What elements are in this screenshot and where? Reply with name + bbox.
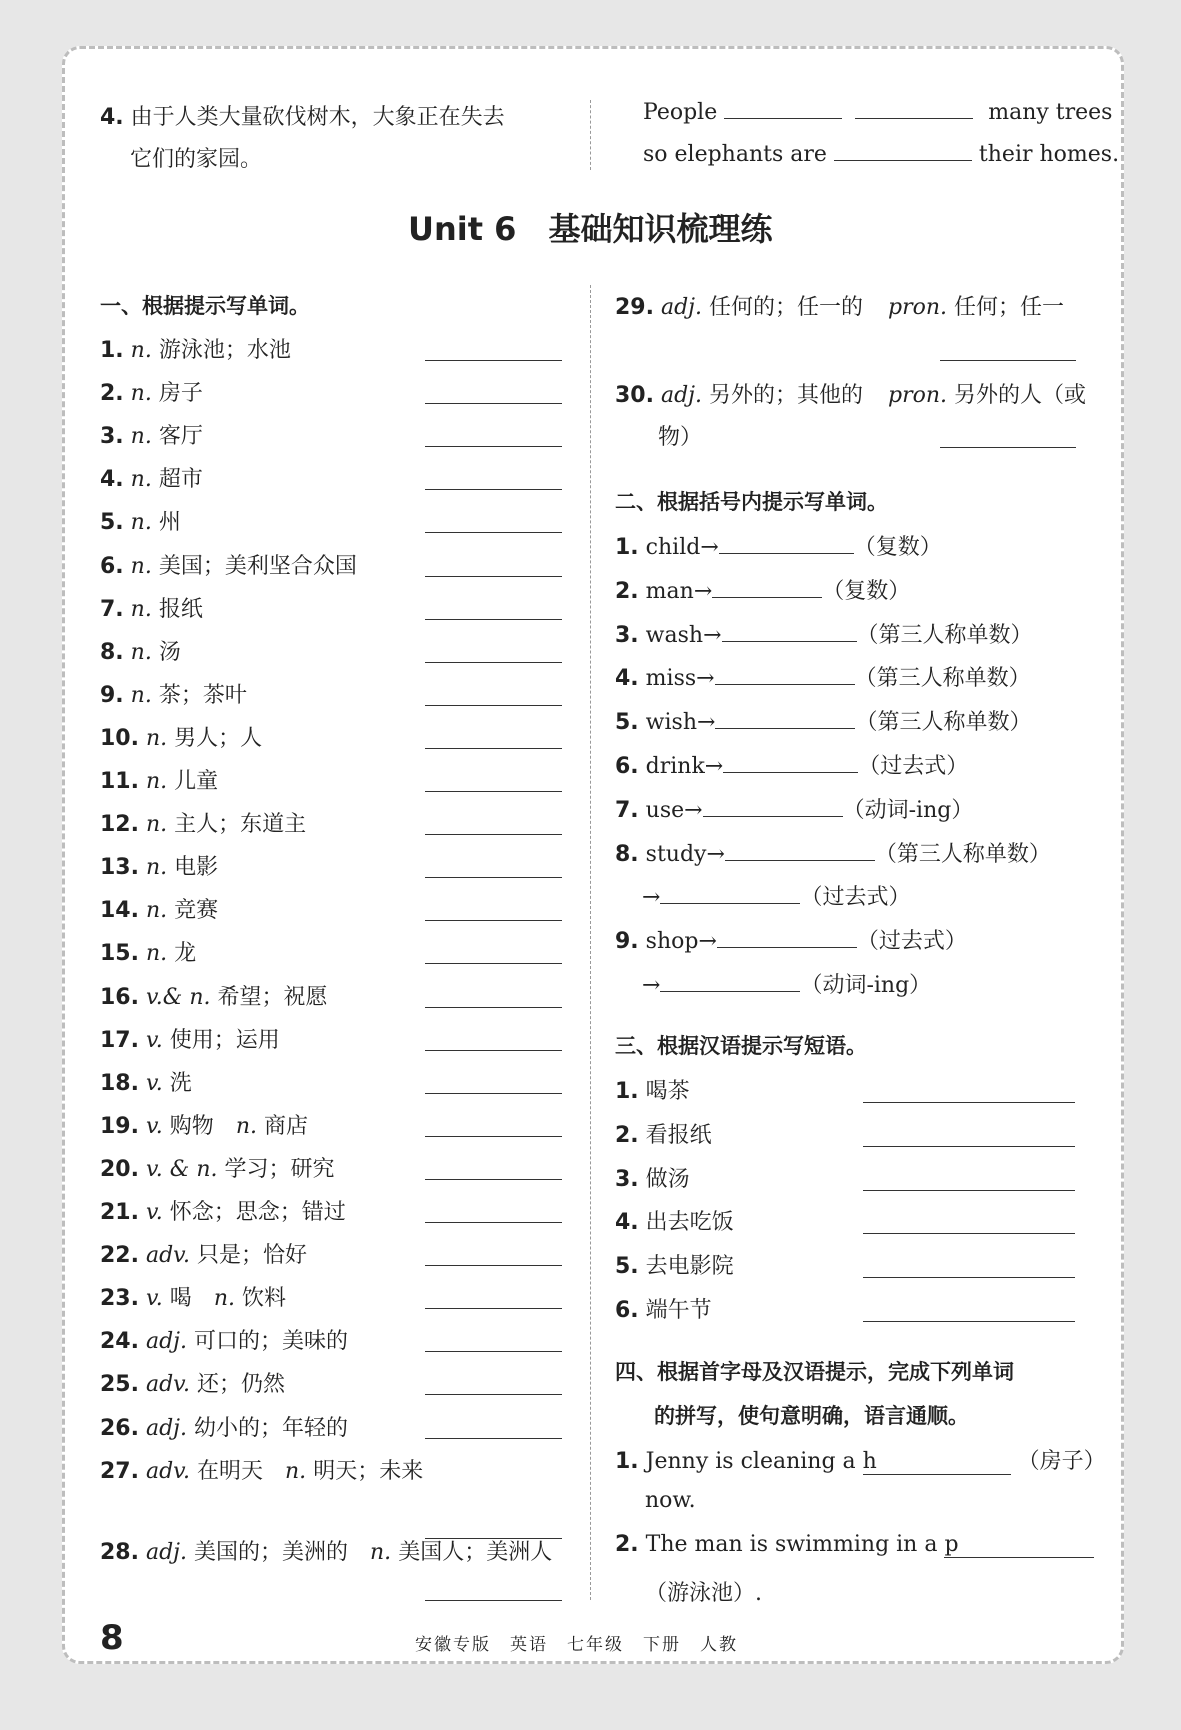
part-of-speech: v. & n.: [145, 1156, 218, 1182]
item-number: 6.: [615, 1298, 639, 1323]
part-of-speech: adj.: [145, 1329, 187, 1355]
chinese-meaning: 还；仍然: [197, 1372, 286, 1398]
answer-blank[interactable]: [715, 683, 855, 685]
answer-blank[interactable]: [660, 990, 800, 992]
base-word: study→: [645, 841, 725, 867]
part-of-speech: n.: [145, 812, 168, 838]
section1-item: [100, 850, 218, 881]
answer-blank[interactable]: [834, 159, 972, 161]
base-word: child→: [645, 535, 719, 560]
part-of-speech: n.: [130, 682, 152, 708]
item-number: 21.: [100, 1200, 139, 1225]
chinese-meaning: 美国的；美洲的: [194, 1540, 349, 1565]
section4-heading-line2: 的拼写，使句意明确，语言通顺。: [654, 1404, 969, 1428]
section2-item: [615, 574, 910, 605]
item-number: 22.: [100, 1243, 139, 1269]
answer-blank[interactable]: p: [944, 1532, 1094, 1558]
answer-blank[interactable]: [725, 859, 875, 861]
section1-item: [100, 1535, 552, 1566]
answer-blank[interactable]: [425, 1600, 562, 1601]
section3-item: [615, 1249, 734, 1280]
answer-blank[interactable]: [724, 117, 842, 119]
chinese-meaning: 男人；人: [174, 725, 263, 751]
part-of-speech: v.& n.: [145, 984, 211, 1010]
chinese-phrase: 出去吃饭: [645, 1210, 734, 1236]
section1-item: [100, 1195, 346, 1226]
part-of-speech: n.: [145, 898, 168, 924]
chinese-meaning: 幼小的；年轻的: [194, 1415, 349, 1441]
top-divider: [590, 100, 591, 170]
section1-item: [100, 1023, 280, 1054]
item-number: 10.: [100, 725, 139, 751]
item-number: 2.: [615, 1122, 639, 1148]
form-hint: （动词-ing）: [842, 797, 974, 823]
section1-heading: 一、根据提示写单词。: [100, 294, 310, 318]
chinese-meaning: 只是；恰好: [197, 1243, 308, 1269]
answer-blank[interactable]: [425, 360, 562, 361]
answer-blank[interactable]: [940, 447, 1076, 448]
answer-blank[interactable]: [703, 815, 843, 817]
item-number: 4.: [615, 666, 639, 692]
item-number: 7.: [100, 596, 124, 622]
part-of-speech: n.: [145, 725, 168, 751]
part-of-speech: n.: [130, 639, 152, 665]
part-of-speech: n.: [130, 467, 152, 493]
base-word: →: [642, 885, 661, 911]
part-of-speech: adv.: [145, 1372, 190, 1398]
answer-blank[interactable]: [425, 662, 562, 663]
item-number: 23.: [100, 1286, 139, 1312]
section1-item: [100, 807, 306, 838]
item-number: 28.: [100, 1540, 139, 1565]
part-of-speech: n.: [285, 1458, 307, 1484]
section3-item: [615, 1205, 734, 1236]
part-of-speech: n.: [370, 1540, 392, 1565]
item-number: 5.: [615, 1254, 639, 1280]
answer-blank[interactable]: [425, 1222, 562, 1223]
form-hint: （复数）: [822, 578, 911, 604]
chinese-meaning: 客厅: [158, 424, 203, 450]
answer-blank[interactable]: [425, 1179, 562, 1180]
item-number: 9.: [100, 682, 124, 708]
answer-blank[interactable]: [863, 1190, 1075, 1191]
answer-blank[interactable]: [425, 1438, 562, 1439]
section1-item-29: 29. adj. 任何的；任一的 pron. 任何；任一: [615, 295, 1065, 320]
item-number: 4.: [100, 467, 124, 493]
answer-blank[interactable]: [425, 963, 562, 964]
chinese-meaning: 洗: [169, 1070, 192, 1096]
section1-item: [100, 1238, 307, 1269]
answer-blank[interactable]: [863, 1277, 1075, 1278]
question-text-line2: 它们的家园。: [130, 147, 263, 172]
chinese-meaning: 可口的；美味的: [194, 1329, 349, 1355]
part-of-speech: n.: [235, 1113, 257, 1139]
answer-blank[interactable]: [717, 946, 857, 948]
answer-blank[interactable]: [425, 532, 562, 533]
base-word: miss→: [645, 666, 715, 692]
answer-blank[interactable]: [723, 771, 858, 773]
section1-item: [100, 1281, 286, 1312]
part-of-speech: n.: [130, 424, 152, 450]
form-hint: （动词-ing）: [800, 973, 932, 998]
answer-blank[interactable]: [425, 877, 562, 878]
word-many-trees: many trees: [988, 100, 1113, 125]
top-question: [100, 100, 505, 131]
base-word: wish→: [645, 710, 716, 736]
item-number: 19.: [100, 1113, 139, 1139]
chinese-meaning: 使用；运用: [169, 1027, 280, 1053]
part-of-speech: n.: [145, 941, 168, 967]
part-of-speech: v.: [145, 1027, 163, 1053]
chinese-meaning: 竞赛: [174, 898, 219, 924]
page-number: 8: [100, 1618, 124, 1658]
item-number: 3.: [615, 622, 639, 648]
section1-item: [100, 1367, 285, 1398]
item-number: 9.: [615, 929, 639, 955]
item-number: 14.: [100, 898, 139, 924]
section2-item: [615, 749, 968, 780]
form-hint: （第三人称单数）: [854, 666, 1031, 692]
section2-item: [615, 618, 1033, 649]
part-of-speech: n.: [130, 338, 152, 363]
item-number: 15.: [100, 941, 139, 967]
item-number: 1.: [615, 535, 639, 560]
base-word: drink→: [645, 754, 724, 779]
part-of-speech: v.: [145, 1200, 163, 1225]
item-number: 26.: [100, 1415, 139, 1441]
item-number: 2.: [100, 381, 124, 407]
item-number: 8.: [100, 639, 124, 665]
section3-item: [615, 1162, 690, 1193]
form-hint: （第三人称单数）: [874, 841, 1051, 867]
chinese-phrase: 端午节: [645, 1298, 712, 1323]
item-number: 16.: [100, 984, 139, 1010]
section3-heading: 三、根据汉语提示写短语。: [615, 1034, 867, 1058]
answer-blank[interactable]: [863, 1146, 1075, 1147]
section1-item: [100, 462, 203, 493]
part-of-speech: n.: [213, 1286, 235, 1312]
section1-item: [100, 678, 247, 709]
top-english-line1: [643, 100, 1112, 125]
answer-blank[interactable]: [425, 748, 562, 749]
word-people: People: [643, 100, 718, 125]
chinese-phrase: 看报纸: [645, 1122, 712, 1148]
answer-blank[interactable]: [715, 727, 855, 729]
answer-blank[interactable]: [425, 705, 562, 706]
section2-heading: 二、根据括号内提示写单词。: [615, 490, 888, 514]
base-word: →: [642, 973, 661, 998]
item-number: 4.: [615, 1210, 639, 1236]
section2-item: [615, 793, 973, 824]
answer-blank[interactable]: [425, 489, 562, 490]
chinese-meaning: 学习；研究: [224, 1156, 335, 1182]
section1-item: [100, 980, 328, 1011]
part-of-speech: n.: [130, 553, 152, 579]
part-of-speech: n.: [145, 855, 168, 881]
answer-blank[interactable]: [425, 791, 562, 792]
chinese-meaning: 美国人；美洲人: [398, 1540, 553, 1565]
section3-item: [615, 1293, 712, 1324]
question-number: 4.: [100, 105, 124, 130]
column-divider: [590, 285, 591, 1600]
answer-blank[interactable]: [425, 1265, 562, 1266]
section1-item: [100, 1454, 423, 1485]
base-word: man→: [645, 578, 713, 604]
question-text: 由于人类大量砍伐树木，大象正在失去: [130, 105, 505, 130]
item-number: 20.: [100, 1156, 139, 1182]
answer-blank[interactable]: [855, 117, 973, 119]
answer-blank[interactable]: [863, 1321, 1075, 1322]
section3-item: [615, 1118, 712, 1149]
chinese-meaning: 报纸: [158, 596, 203, 622]
word-so-elephants: so elephants are: [643, 142, 827, 167]
item-number: 1.: [615, 1079, 639, 1104]
section4-heading-line1: 四、根据首字母及汉语提示，完成下列单词: [615, 1360, 1014, 1384]
part-of-speech: adj.: [145, 1540, 187, 1565]
part-of-speech: adj.: [145, 1415, 187, 1441]
chinese-phrase: 喝茶: [645, 1079, 690, 1104]
section1-item: [100, 1109, 308, 1140]
item-number: 5.: [100, 510, 124, 536]
top-english-line2: [643, 142, 1119, 167]
item-number: 17.: [100, 1027, 139, 1053]
answer-blank[interactable]: [425, 576, 562, 577]
part-of-speech: v.: [145, 1113, 163, 1139]
answer-blank[interactable]: [425, 446, 562, 447]
section2-item: [642, 968, 931, 999]
chinese-meaning: 饮料: [241, 1286, 286, 1312]
form-hint: （过去式）: [800, 885, 911, 911]
section1-item: [100, 549, 357, 580]
item-number: 3.: [615, 1166, 639, 1192]
section2-item: [615, 705, 1031, 736]
part-of-speech: adv.: [145, 1458, 190, 1484]
chinese-meaning: 超市: [158, 467, 203, 493]
chinese-meaning: 汤: [158, 639, 181, 665]
footer-text: 安徽专版 英语 七年级 下册 人教: [415, 1635, 738, 1655]
section1-item: [100, 635, 181, 666]
item-number: 7.: [615, 797, 639, 823]
answer-blank[interactable]: [863, 1102, 1075, 1103]
chinese-meaning: 美国；美利坚合众国: [158, 553, 357, 579]
chinese-meaning: 喝: [169, 1286, 192, 1312]
section3-item: [615, 1074, 690, 1105]
answer-blank[interactable]: [425, 1394, 562, 1395]
chinese-meaning: 房子: [158, 381, 203, 407]
answer-blank[interactable]: [425, 1050, 562, 1051]
answer-blank[interactable]: [660, 902, 800, 904]
answer-blank[interactable]: [425, 1351, 562, 1352]
form-hint: （第三人称单数）: [856, 622, 1033, 648]
section1-item: [100, 1152, 335, 1183]
item-number: 18.: [100, 1070, 139, 1096]
chinese-meaning: 希望；祝愿: [217, 984, 328, 1010]
part-of-speech: v.: [145, 1286, 163, 1312]
item-number: 25.: [100, 1372, 139, 1398]
chinese-meaning: 主人；东道主: [174, 812, 307, 838]
question-1-tail: now.: [645, 1488, 696, 1513]
answer-blank[interactable]: [719, 552, 854, 554]
section1-item-30: 30. adj. 另外的；其他的 pron. 另外的人（或: [615, 383, 1087, 408]
answer-blank[interactable]: [425, 403, 562, 404]
chinese-meaning: 怀念；思念；错过: [169, 1200, 346, 1225]
word-their-homes: their homes.: [978, 142, 1120, 167]
item-number: 5.: [615, 710, 639, 736]
section1-item: [100, 936, 196, 967]
section4-question-1: 1. Jenny is cleaning a h （房子）: [615, 1449, 1106, 1474]
chinese-meaning: 在明天: [197, 1458, 264, 1484]
question-2-tail: （游泳池）.: [645, 1581, 762, 1606]
form-hint: （过去式）: [856, 929, 967, 955]
section1-item: [100, 592, 203, 623]
item-number: 6.: [615, 754, 639, 779]
section2-item: [615, 661, 1031, 692]
item-number: 2.: [615, 578, 639, 604]
chinese-meaning: 明天；未来: [313, 1458, 424, 1484]
answer-blank[interactable]: [425, 1093, 562, 1094]
part-of-speech: n.: [130, 381, 152, 407]
item-number: 1.: [100, 338, 124, 363]
answer-blank[interactable]: [425, 1007, 562, 1008]
item-number: 24.: [100, 1329, 139, 1355]
form-hint: （复数）: [853, 535, 942, 560]
item-30-continued: 物）: [658, 425, 703, 450]
base-word: use→: [645, 797, 703, 823]
form-hint: （过去式）: [858, 754, 969, 779]
chinese-meaning: 电影: [174, 855, 219, 881]
section4-question-2: 2. The man is swimming in a p: [615, 1532, 1094, 1558]
base-word: wash→: [645, 622, 722, 648]
answer-blank[interactable]: [863, 1233, 1075, 1234]
answer-blank[interactable]: h: [863, 1449, 1011, 1475]
section1-item: [100, 1066, 192, 1097]
section2-item: [615, 530, 942, 561]
chinese-meaning: 购物: [169, 1113, 214, 1139]
item-number: 12.: [100, 812, 139, 838]
section2-item: [642, 880, 910, 911]
answer-blank[interactable]: [425, 920, 562, 921]
answer-blank[interactable]: [712, 596, 822, 598]
item-number: 8.: [615, 841, 639, 867]
chinese-phrase: 做汤: [645, 1166, 690, 1192]
item-number: 11.: [100, 769, 139, 794]
item-number: 27.: [100, 1458, 139, 1484]
part-of-speech: n.: [145, 769, 168, 794]
part-of-speech: n.: [130, 596, 152, 622]
section1-item: [100, 333, 291, 364]
answer-blank[interactable]: [425, 834, 562, 835]
part-of-speech: v.: [145, 1070, 163, 1096]
section1-item: [100, 893, 218, 924]
part-of-speech: adv.: [145, 1243, 190, 1269]
base-word: shop→: [645, 929, 717, 955]
chinese-meaning: 游泳池；水池: [158, 338, 291, 363]
section1-item: [100, 419, 203, 450]
answer-blank[interactable]: [425, 1308, 562, 1309]
answer-blank[interactable]: [425, 619, 562, 620]
item-number: 3.: [100, 424, 124, 450]
section1-item: [100, 1411, 348, 1442]
answer-blank[interactable]: [722, 640, 857, 642]
chinese-meaning: 儿童: [174, 769, 219, 794]
answer-blank[interactable]: [940, 360, 1076, 361]
form-hint: （第三人称单数）: [855, 710, 1032, 736]
section2-item: [615, 924, 967, 955]
section1-item: [100, 376, 203, 407]
item-number: 6.: [100, 553, 124, 579]
chinese-meaning: 茶；茶叶: [158, 682, 247, 708]
item-number: 13.: [100, 855, 139, 881]
chinese-meaning: 龙: [174, 941, 197, 967]
part-of-speech: n.: [130, 510, 152, 536]
chinese-meaning: 商店: [263, 1113, 308, 1139]
answer-blank[interactable]: [425, 1136, 562, 1137]
section1-item: [100, 721, 262, 752]
section1-item: [100, 505, 181, 536]
section1-item: [100, 1324, 348, 1355]
section2-item: [615, 837, 1051, 868]
section1-item: [100, 764, 218, 795]
chinese-phrase: 去电影院: [645, 1254, 734, 1280]
page-title: Unit 6 基础知识梳理练: [408, 210, 773, 248]
chinese-meaning: 州: [158, 510, 181, 536]
